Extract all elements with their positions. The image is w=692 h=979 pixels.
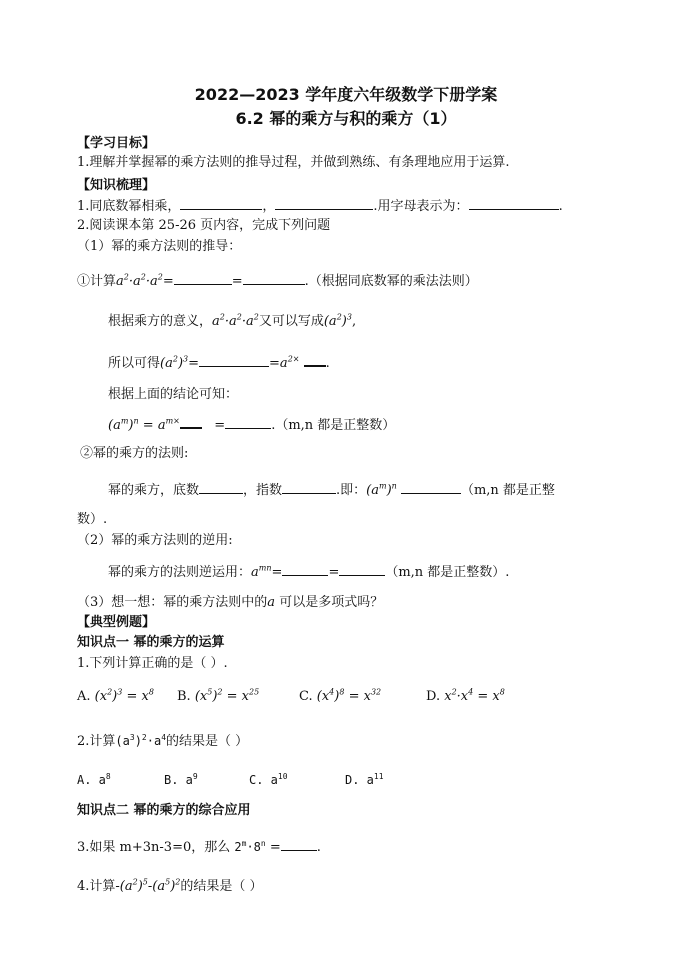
rule-line: 幂的乘方，底数 ，指数 .即：$(a^m)^n$ （m,n 都是正整 <box>108 481 555 498</box>
point-2-heading: 知识点二 幂的乘方的综合应用 <box>77 803 251 818</box>
review-item-1: 1.同底数幂相乘， ， .用字母表示为： . <box>77 199 563 214</box>
q1-option-d[interactable]: D. $x^2\cdot x^4 = x^8$ <box>426 687 505 704</box>
q2-option-a[interactable]: A. $a^8$ <box>77 772 111 787</box>
question-3: 3.如果 m+3n-3=0，那么 $2^m\cdot 8^n$ = . <box>77 839 321 855</box>
calc-line: ①计算$a^2\cdot a^2\cdot a^2=$ = .（根据同底数幂的乘法法则） <box>77 272 478 289</box>
goal-item-1: 1.理解并掌握幂的乘方法则的推导过程，并做到熟练、有条理地应用于运算. <box>77 155 510 170</box>
review-heading: 【知识梳理】 <box>77 178 156 193</box>
derivation-heading: （1）幂的乘方法则的推导： <box>77 239 242 254</box>
q1-option-c[interactable]: C. $(x^4)^8 = x^{32}$ <box>299 687 382 704</box>
goal-heading: 【学习目标】 <box>77 136 156 151</box>
rule-heading: ②幂的乘方的法则: <box>80 446 189 461</box>
inverse-line: 幂的乘方的法则逆运用：$a^{mn}= = (m,n$ 都是正整数）. <box>108 563 510 580</box>
q2-option-d[interactable]: D. $a^{11}$ <box>345 772 384 787</box>
rule-line-wrap: 数）. <box>77 512 108 527</box>
q2-option-b[interactable]: B. $a^9$ <box>164 772 198 787</box>
q1-option-a[interactable]: A. $(x^2)^3 = x^8$ <box>77 687 154 704</box>
q1-option-b[interactable]: B. $(x^5)^2 = x^{25}$ <box>177 687 260 704</box>
page-title: 2022—2023 学年度六年级数学下册学案 <box>194 85 498 104</box>
lesson-title: 6.2 幂的乘方与积的乘方（1） <box>235 109 457 128</box>
examples-heading: 【典型例题】 <box>77 615 156 630</box>
q2-option-c[interactable]: C. $a^{10}$ <box>249 772 288 787</box>
inverse-heading: （2）幂的乘方法则的逆用: <box>77 533 233 548</box>
so-line: 所以可得$(a^2)^3= =a^{2\times}$ . <box>108 354 330 371</box>
question-1: 1.下列计算正确的是（ ）. <box>77 656 228 671</box>
general-rule-line: $(a^m)^n = a^{m\times}$ = .（m,n 都是正整数） <box>108 416 396 433</box>
question-2: 2.计算$(a^3)^2\cdot a^4$的结果是（ ） <box>77 733 249 749</box>
point-1-heading: 知识点一 幂的乘方的运算 <box>77 635 225 650</box>
question-4: 4.计算$-(a^2)^5-(a^5)^2$的结果是（ ） <box>77 877 263 894</box>
think-line: （3）想一想：幂的乘方法则中的a 可以是多项式吗？ <box>77 595 384 610</box>
conclude-line: 根据上面的结论可知： <box>108 387 239 402</box>
review-item-2: 2.阅读课本第 25-26 页内容，完成下列问题 <box>77 218 331 233</box>
meaning-line: 根据乘方的意义，$a^2\cdot a^2\cdot a^2$又可以写成$(a^2)^3$, <box>108 312 357 329</box>
